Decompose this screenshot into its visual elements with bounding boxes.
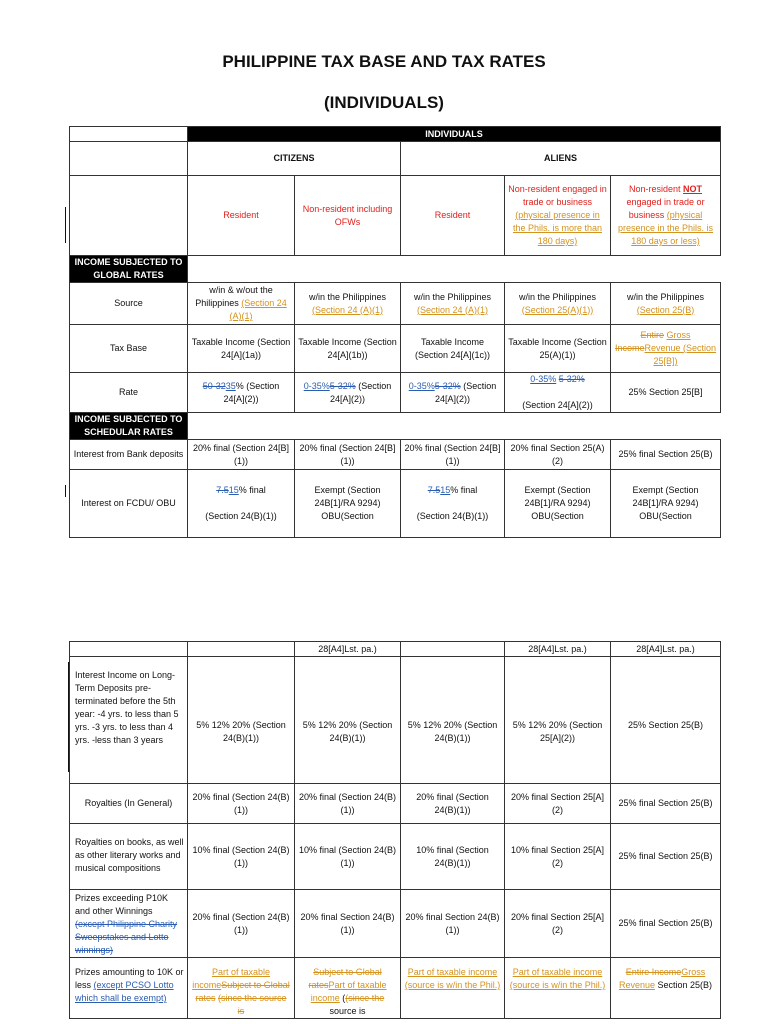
books-cell: 10% final Section 25[A](2) [505, 824, 611, 890]
tax-table-part2 [69, 641, 721, 1019]
aliens-header: ALIENS [401, 142, 721, 176]
books-cell: 10% final (Section 24(B)(1)) [401, 824, 505, 890]
interest-cell: 20% final Section 25(A)(2) [505, 440, 611, 470]
longterm-cell: 5% 12% 20% (Section 25[A](2)) [505, 657, 611, 784]
row-label-royalties: Royalties (In General) [70, 784, 188, 824]
source-cell: w/in the Philippines (Section 25(B) [611, 283, 721, 325]
rate-cell: 0-35%5-32% (Section 24[A](2)) [295, 373, 401, 413]
prizes-cell: 20% final (Section 24(B)(1)) [188, 890, 295, 958]
individuals-header: INDIVIDUALS [188, 127, 721, 142]
longterm-cell: 5% 12% 20% (Section 24(B)(1)) [401, 657, 505, 784]
interest-cell: 25% final Section 25(B) [611, 440, 721, 470]
blank-cell [70, 642, 188, 657]
global-rates-header: INCOME SUBJECTED TO GLOBAL RATES [70, 256, 188, 283]
interest-cell: 20% final (Section 24[B](1)) [295, 440, 401, 470]
prizes-cell: 20% final Section 24(B)(1)) [401, 890, 505, 958]
rate-cell: 0-35%5-32% (Section 24[A](2)) [401, 373, 505, 413]
page-subtitle: (INDIVIDUALS) [324, 93, 444, 112]
interest-cell: 20% final (Section 24[B](1)) [401, 440, 505, 470]
longterm-cell: 5% 12% 20% (Section 24(B)(1)) [188, 657, 295, 784]
col-citizen-nonresident: Non-resident including OFWs [295, 176, 401, 256]
row-label-small-prizes: Prizes amounting to 10K or less (except PCSO Lotto which shall be exempt) [70, 958, 188, 1019]
prizes-cell: 20% final Section 25[A](2) [505, 890, 611, 958]
royalties-cell: 20% final (Section 24(B)(1)) [188, 784, 295, 824]
continuation-cell: 28[A4]Lst. pa.) [295, 642, 401, 657]
col-citizen-resident: Resident [188, 176, 295, 256]
tax-table-part1 [69, 126, 721, 538]
change-bar [65, 207, 66, 243]
fcdu-cell: 7.515% final (Section 24(B)(1)) [401, 470, 505, 538]
small-prizes-cell: Subject to Global ratesPart of taxable income ((since the source is [295, 958, 401, 1019]
small-prizes-cell: Entire IncomeGross Revenue Section 25(B) [611, 958, 721, 1019]
fcdu-cell: 7.515% final (Section 24(B)(1)) [188, 470, 295, 538]
small-prizes-cell: Part of taxable income (source is w/in the Phil.) [505, 958, 611, 1019]
row-label-longterm: Interest Income on Long- Term Deposits pre-terminated before the 5th year: -4 yrs. to less than 5 yrs. -3 yrs. to less than 4 yrs. -less than 3 years [70, 657, 188, 784]
rate-cell: 0-35% 5-32% (Section 24[A](2)) [505, 373, 611, 413]
source-cell: w/in & w/out the Philippines (Section 24 (A)(1) [188, 283, 295, 325]
continuation-cell: 28[A4]Lst. pa.) [611, 642, 721, 657]
interest-cell: 20% final (Section 24[B](1)) [188, 440, 295, 470]
prizes-cell: 20% final Section 24(B)(1)) [295, 890, 401, 958]
source-cell: w/in the Philippines (Section 24 (A)(1) [401, 283, 505, 325]
royalties-cell: 25% final Section 25(B) [611, 784, 721, 824]
books-cell: 10% final (Section 24(B)(1)) [295, 824, 401, 890]
fcdu-cell: Exempt (Section 24B[1]/RA 9294) OBU(Section [611, 470, 721, 538]
col-alien-resident: Resident [401, 176, 505, 256]
row-label-taxbase: Tax Base [70, 325, 188, 373]
royalties-cell: 20% final Section 25[A](2) [505, 784, 611, 824]
royalties-cell: 20% final (Section 24(B)(1)) [295, 784, 401, 824]
taxbase-cell: Taxable Income (Section 24[A](1c)) [401, 325, 505, 373]
row-label-books: Royalties on books, as well as other literary works and musical compositions [70, 824, 188, 890]
row-label-rate: Rate [70, 373, 188, 413]
taxbase-cell: Taxable Income (Section 24[A](1b)) [295, 325, 401, 373]
col-alien-nonres-not-engaged: Non-resident NOT engaged in trade or business (physical presence in the Phils. is 180 days or less) [611, 176, 721, 256]
books-cell: 10% final (Section 24(B)(1)) [188, 824, 295, 890]
blank-cell [70, 142, 188, 176]
longterm-cell: 5% 12% 20% (Section 24(B)(1)) [295, 657, 401, 784]
row-label-fcdu: Interest on FCDU/ OBU [70, 470, 188, 538]
blank-cell [70, 127, 188, 142]
royalties-cell: 20% final (Section 24(B)(1)) [401, 784, 505, 824]
continuation-cell: 28[A4]Lst. pa.) [505, 642, 611, 657]
page-title: PHILIPPINE TAX BASE AND TAX RATES [222, 52, 546, 71]
source-cell: w/in the Philippines (Section 25(A)(1)) [505, 283, 611, 325]
prizes-cell: 25% final Section 25(B) [611, 890, 721, 958]
small-prizes-cell: Part of taxable incomeSubject to Global rates (since the source is [188, 958, 295, 1019]
rate-cell: 50-3235% (Section 24[A](2)) [188, 373, 295, 413]
small-prizes-cell: Part of taxable income (source is w/in the Phil.) [401, 958, 505, 1019]
citizens-header: CITIZENS [188, 142, 401, 176]
rate-cell: 25% Section 25[B] [611, 373, 721, 413]
source-cell: w/in the Philippines (Section 24 (A)(1) [295, 283, 401, 325]
taxbase-cell: Entire Gross IncomeRevenue (Section 25[B]) [611, 325, 721, 373]
change-bar [65, 485, 66, 497]
row-label-interest: Interest from Bank deposits [70, 440, 188, 470]
col-alien-nonres-engaged: Non-resident engaged in trade or business (physical presence in the Phils. is more than 180 days) [505, 176, 611, 256]
taxbase-cell: Taxable Income (Section 24[A](1a)) [188, 325, 295, 373]
blank-cell [70, 176, 188, 256]
taxbase-cell: Taxable Income (Section 25(A)(1)) [505, 325, 611, 373]
books-cell: 25% final Section 25(B) [611, 824, 721, 890]
row-label-prizes: Prizes exceeding P10K and other Winnings (except Philippine Charity Sweepstakes and Lotto winnings) [70, 890, 188, 958]
row-label-source: Source [70, 283, 188, 325]
blank-cell [188, 642, 295, 657]
longterm-cell: 25% Section 25(B) [611, 657, 721, 784]
schedular-rates-header: INCOME SUBJECTED TO SCHEDULAR RATES [70, 413, 188, 440]
blank-cell [401, 642, 505, 657]
fcdu-cell: Exempt (Section 24B[1]/RA 9294) OBU(Section [505, 470, 611, 538]
fcdu-cell: Exempt (Section 24B[1]/RA 9294) OBU(Section [295, 470, 401, 538]
